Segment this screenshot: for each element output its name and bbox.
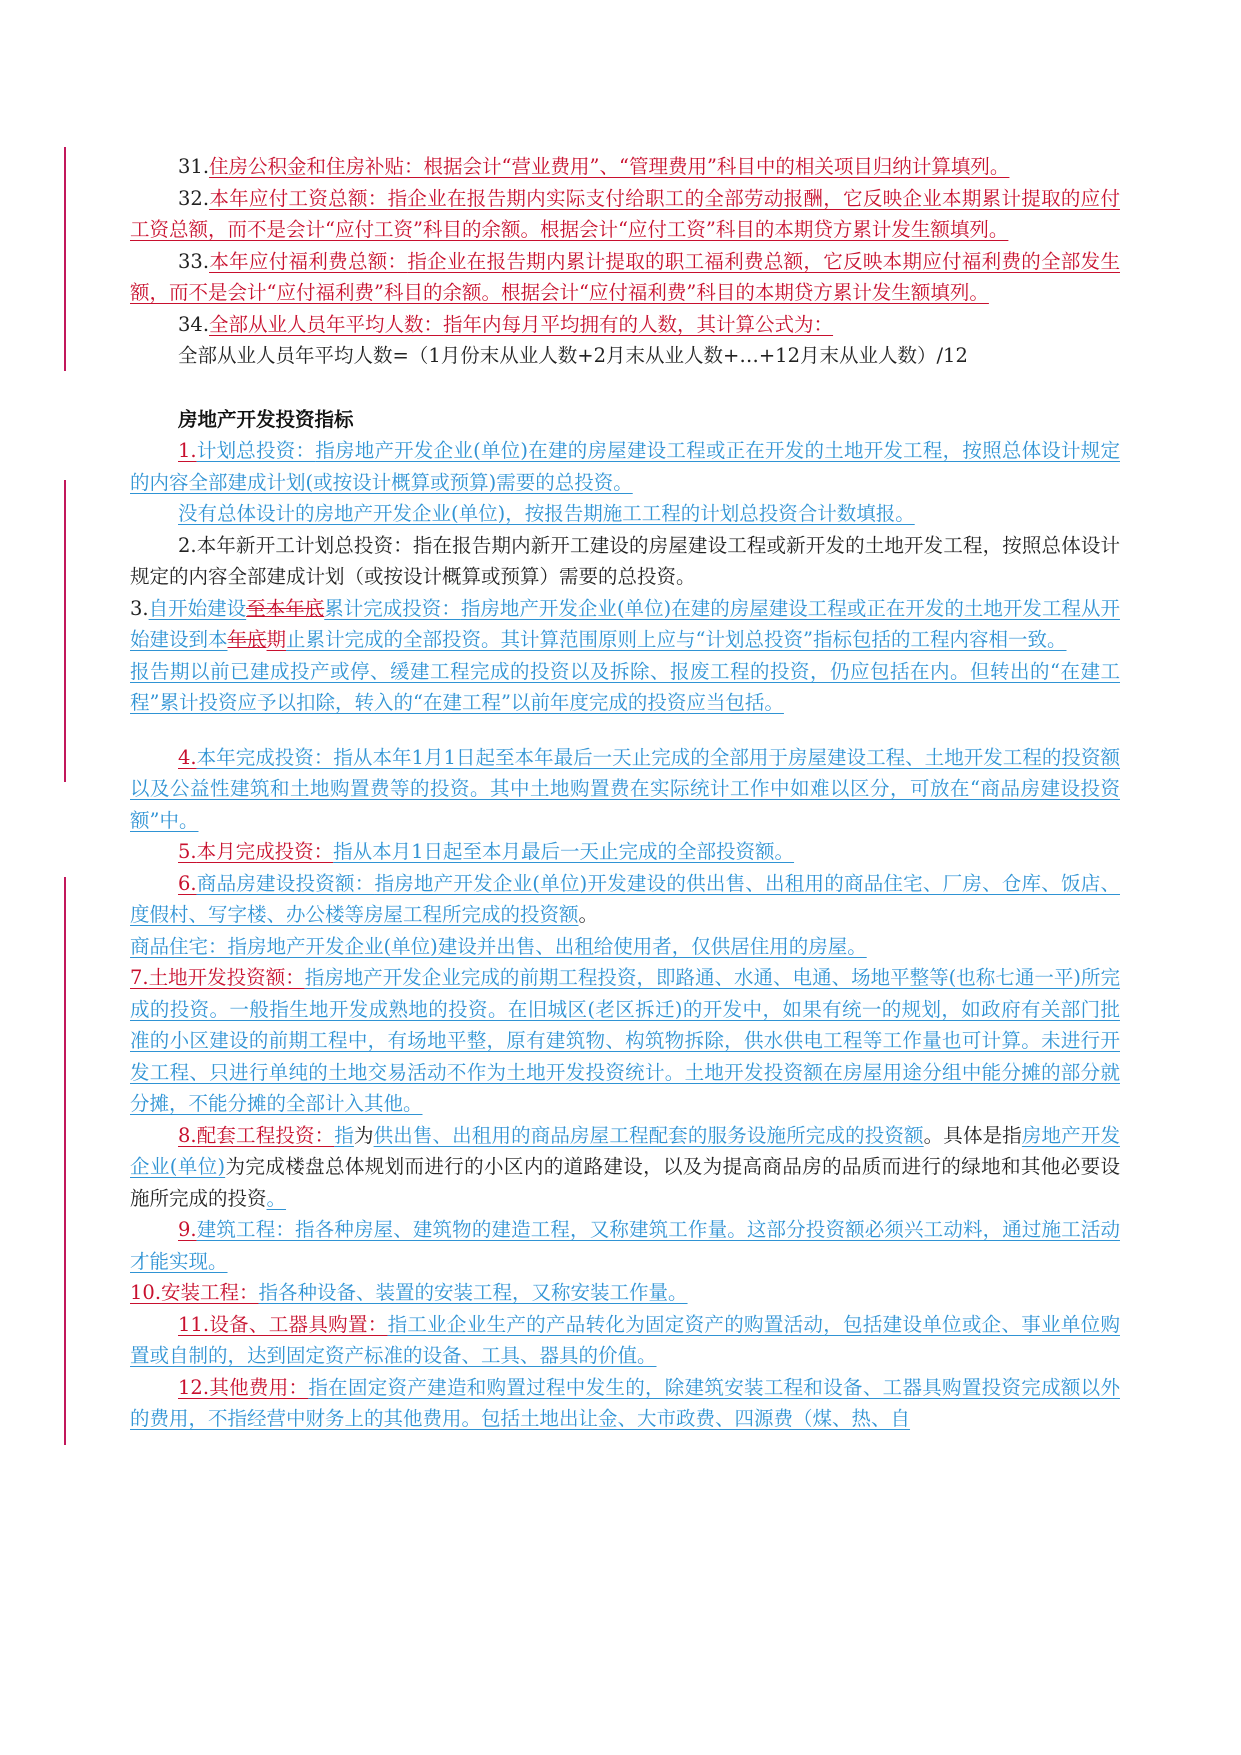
item-3-note: 报告期以前已建成投产或停、缓建工程完成的投资以及拆除、报废工程的投资，仍应包括在内。但转出的“在建工程”累计投资应予以扣除，转入的“在建工程”以前年度完成的投资应当包括。 <box>130 659 1120 714</box>
item-34-title: 全部从业人员年平均人数： <box>209 312 444 336</box>
change-bar <box>64 877 66 1445</box>
item-10: 10.安装工程：指各种设备、装置的安装工程，又称安装工作量。 <box>130 1281 688 1304</box>
item-6: 6.商品房建设投资额：指房地产开发企业(单位)开发建设的供出售、出租用的商品住宅、厂房、仓库、饭店、度假村、写字楼、办公楼等房屋工程所完成的投资额。 <box>130 871 1120 926</box>
item-34: 34.全部从业人员年平均人数：指年内每月平均拥有的人数，其计算公式为： <box>178 312 834 336</box>
item-32-title: 本年应付工资总额： <box>209 186 388 210</box>
item-11-title: 设备、工器具购置： <box>209 1312 388 1336</box>
item-7-title: 土地开发投资额： <box>148 966 305 989</box>
item-1-title: 计划总投资： <box>196 439 316 462</box>
spacer <box>130 372 1120 404</box>
item-1-note: 没有总体设计的房地产开发企业(单位)，按报告期施工工程的计划总投资合计数填报。 <box>178 502 915 525</box>
item-6-title: 商品房建设投资额： <box>196 871 375 895</box>
item-3: 3.自开始建设至本年底累计完成投资：指房地产开发企业(单位)在建的房屋建设工程或正在开发的土地开发工程从开始建设到本年底期止累计完成的全部投资。其计算范围原则上应与“计划总投资”指标包括的工程内容相一致。 <box>130 596 1120 651</box>
item-2-title: 本年新开工计划总投资： <box>196 533 413 557</box>
inserted-text: 期 <box>266 628 287 651</box>
item-11: 11.设备、工器具购置：指工业企业生产的产品转化为固定资产的购置活动，包括建设单位或企、事业单位购置或自制的，达到固定资产标准的设备、工具、器具的价值。 <box>130 1312 1120 1367</box>
item-31: 31.住房公积金和住房补贴：根据会计“营业费用”、“管理费用”科目中的相关项目归纳计算填列。 <box>178 155 1010 178</box>
section-heading: 房地产开发投资指标 <box>178 407 354 431</box>
item-33-title: 本年应付福利费总额： <box>209 249 408 273</box>
item-1: 1.计划总投资：指房地产开发企业(单位)在建的房屋建设工程或正在开发的土地开发工程，按照总体设计规定的内容全部建成计划(或按设计概算或预算)需要的总投资。 <box>130 439 1120 494</box>
item-33: 33.本年应付福利费总额：指企业在报告期内累计提取的职工福利费总额，它反映本期应付福利费的全部发生额，而不是会计“应付福利费”科目的余额。根据会计“应付福利费”科目的本期贷方累计发生额填列。 <box>130 249 1120 304</box>
item-10-title: 安装工程： <box>161 1281 259 1304</box>
item-8: 8.配套工程投资：指为供出售、出租用的商品房屋工程配套的服务设施所完成的投资额。具体是指房地产开发企业(单位)为完成楼盘总体规划而进行的小区内的道路建设，以及为提高商品房的品质而进行的绿地和其他必要设施所完成的投资。 <box>130 1123 1120 1210</box>
item-12: 12.其他费用：指在固定资产建造和购置过程中发生的，除建筑安装工程和设备、工器具购置投资完成额以外的费用，不指经营中财务上的其他费用。包括土地出让金、大市政费、四源费（煤、热、自 <box>130 1375 1120 1430</box>
item-2: 2.本年新开工计划总投资：指在报告期内新开工建设的房屋建设工程或新开发的土地开发工程，按照总体设计规定的内容全部建成计划（或按设计概算或预算）需要的总投资。 <box>130 533 1120 588</box>
item-32: 32.本年应付工资总额：指企业在报告期内实际支付给职工的全部劳动报酬，它反映企业本期累计提取的应付工资总额，而不是会计“应付工资”科目的余额。根据会计“应付工资”科目的本期贷方累计发生额填列。 <box>130 186 1120 241</box>
item-31-title: 住房公积金和住房补贴： <box>209 155 424 178</box>
item-7: 7.土地开发投资额：指房地产开发企业完成的前期工程投资，即路通、水通、电通、场地平整等(也称七通一平)所完成的投资。一般指生地开发成熟地的投资。在旧城区(老区拆迁)的开发中，如果有统一的规划，如政府有关部门批准的小区建设的前期工程中，有场地平整，原有建筑物、构筑物拆除，供水供电工程等工作量也可计算。未进行开发工程、只进行单纯的土地交易活动不作为土地开发投资统计。土地开发投资额在房屋用途分组中能分摊的部分就分摊，不能分摊的全部计入其他。 <box>130 966 1120 1115</box>
change-bar <box>64 480 66 782</box>
item-12-title: 其他费用： <box>209 1375 309 1399</box>
item-9: 9.建筑工程：指各种房屋、建筑物的建造工程，又称建筑工作量。这部分投资额必须兴工动料，通过施工活动才能实现。 <box>130 1218 1120 1273</box>
change-bar <box>64 147 66 371</box>
item-9-title: 建筑工程： <box>196 1218 295 1241</box>
item-6-note: 商品住宅：指房地产开发企业(单位)建设并出售、出租给使用者，仅供居住用的房屋。 <box>130 934 867 958</box>
deleted-text: 年底 <box>227 628 267 651</box>
item-4: 4.本年完成投资：指从本年1月1日起至本年最后一天止完成的全部用于房屋建设工程、土地开发工程的投资额以及公益性建筑和土地购置费等的投资。其中土地购置费在实际统计工作中如难以区分，可放在“商品房建设投资额”中。 <box>130 745 1120 832</box>
item-8-title: 配套工程投资： <box>196 1123 335 1147</box>
formula: 全部从业人员年平均人数=（1月份末从业人数+2月末从业人数+…+12月末从业人数）/12 <box>178 344 968 367</box>
item-5-title: 本月完成投资： <box>196 840 334 863</box>
item-5: 5.本月完成投资：指从本月1日起至本月最后一天止完成的全部投资额。 <box>178 840 795 863</box>
document-body <box>130 151 1120 1435</box>
deleted-text: 至本年底 <box>246 596 325 620</box>
item-4-title: 本年完成投资： <box>196 745 334 769</box>
item-3-title: 自开始建设 <box>148 596 247 620</box>
spacer <box>130 719 1120 742</box>
